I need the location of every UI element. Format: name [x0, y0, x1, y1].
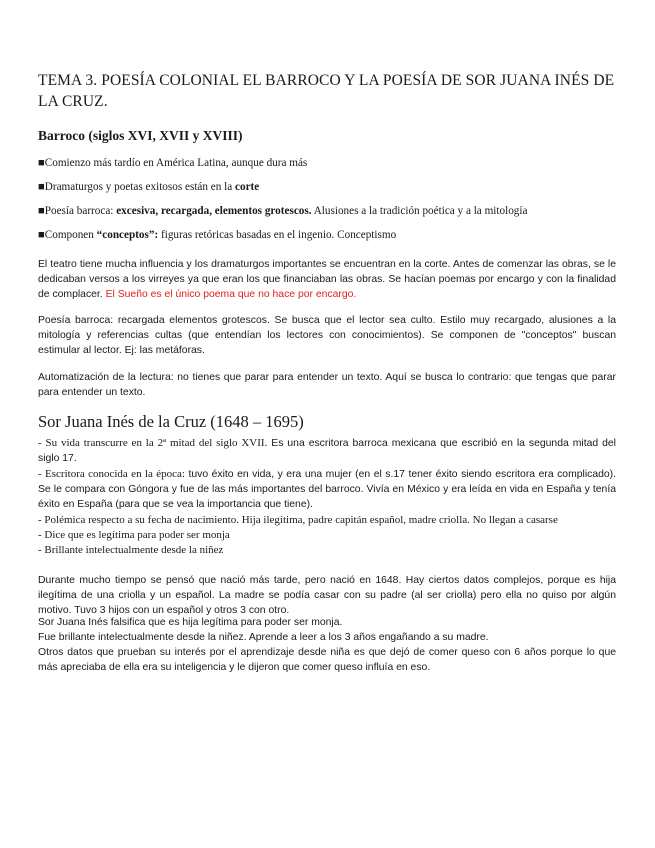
bullet-item: ■Componen “conceptos”: figuras retóricas basadas en el ingenio. Conceptismo	[38, 229, 397, 241]
list-item: - Brillante intelectualmente desde la niñez	[38, 544, 224, 556]
text-line: Fue brillante intelectualmente desde la niñez. Aprende a leer a los 3 años engañando a su madre.	[38, 632, 489, 643]
paragraph-nacimiento: Durante mucho tiempo se pensó que nació más tarde, pero nació en 1648. Hay ciertos datos complejos, porque es hija ilegítima de una criolla y un español. La madre se podía casar con su padre (al ser criolla) pero ella no quiso por algún motivo. Tuvo 3 hijos con un español y otros 3 con otro.	[38, 575, 616, 616]
paragraph-automatizacion: Automatización de la lectura: no tienes que parar para entender un texto. Aquí se busca lo contrario: que tengas que parar para entender un texto.	[38, 372, 616, 398]
bullet-item: ■Comienzo más tardío en América Latina, aunque dura más	[38, 157, 308, 169]
list-item: - Polémica respecto a su fecha de nacimiento. Hija ilegítima, padre capitán español, madre criolla. No llegan a casarse	[38, 514, 558, 526]
list-item: - Escritora conocida en la época: tuvo éxito en vida, y era una mujer (en el s.17 tener éxito siendo escritora era complicado). Se le compara con Góngora y fue de las más importantes del barroco. Vivía en México y era leída en vida en España y tenía éxito en España (para que se vea la importancia que tiene).	[38, 468, 617, 510]
list-item: - Dice que es legítima para poder ser monja	[38, 529, 230, 541]
bullet-mark: ■	[38, 205, 45, 217]
paragraph-queso: Otros datos que prueban su interés por el aprendizaje desde niña es que dejó de comer queso con 6 años porque lo que más apreciaba de ella era su inteligencia y le dijeron que comer queso influía en eso.	[38, 647, 616, 673]
text-line: Sor Juana Inés falsifica que es hija legítima para poder ser monja.	[38, 617, 343, 628]
bullet-mark: ■	[38, 181, 45, 193]
list-item: - Su vida transcurre en la 2ª mitad del siglo XVII. Es una escritora barroca mexicana que escribió en la segunda mitad del siglo 17.	[38, 437, 616, 464]
highlighted-note: El Sueño es el único poema que no hace por encargo.	[105, 289, 357, 300]
section-heading-barroco: Barroco (siglos XVI, XVII y XVIII)	[38, 128, 243, 143]
section-heading-sor-juana: Sor Juana Inés de la Cruz (1648 – 1695)	[38, 412, 304, 431]
paragraph-poesia-barroca: Poesía barroca: recargada elementos grotescos. Se busca que el lector sea culto. Estilo muy recargado, alusiones a la mitología y referencias cultas (que entendían los lectores con conocimientos). Se componen de "conceptos" buscan estimular al lector. Ej: las metáforas.	[38, 315, 616, 356]
bullet-item: ■Dramaturgos y poetas exitosos están en la corte	[38, 181, 260, 193]
bullet-mark: ■	[38, 157, 45, 169]
bullet-item: ■Poesía barroca: excesiva, recargada, elementos grotescos. Alusiones a la tradición poética y a la mitología	[38, 205, 528, 217]
bullet-mark: ■	[38, 229, 45, 241]
document-title: TEMA 3. POESÍA COLONIAL EL BARROCO Y LA POESÍA DE SOR JUANA INÉS DE LA CRUZ.	[38, 72, 615, 110]
paragraph-teatro: El teatro tiene mucha influencia y los dramaturgos importantes se encuentran en la corte. Antes de comenzar las obras, se le dedicaban versos a los virreyes ya que eran los que financiaban las obras. Se hacían poemas por encargo y con la finalidad de complacer. El Sueño es el único poema que no hace por encargo.	[38, 259, 616, 300]
